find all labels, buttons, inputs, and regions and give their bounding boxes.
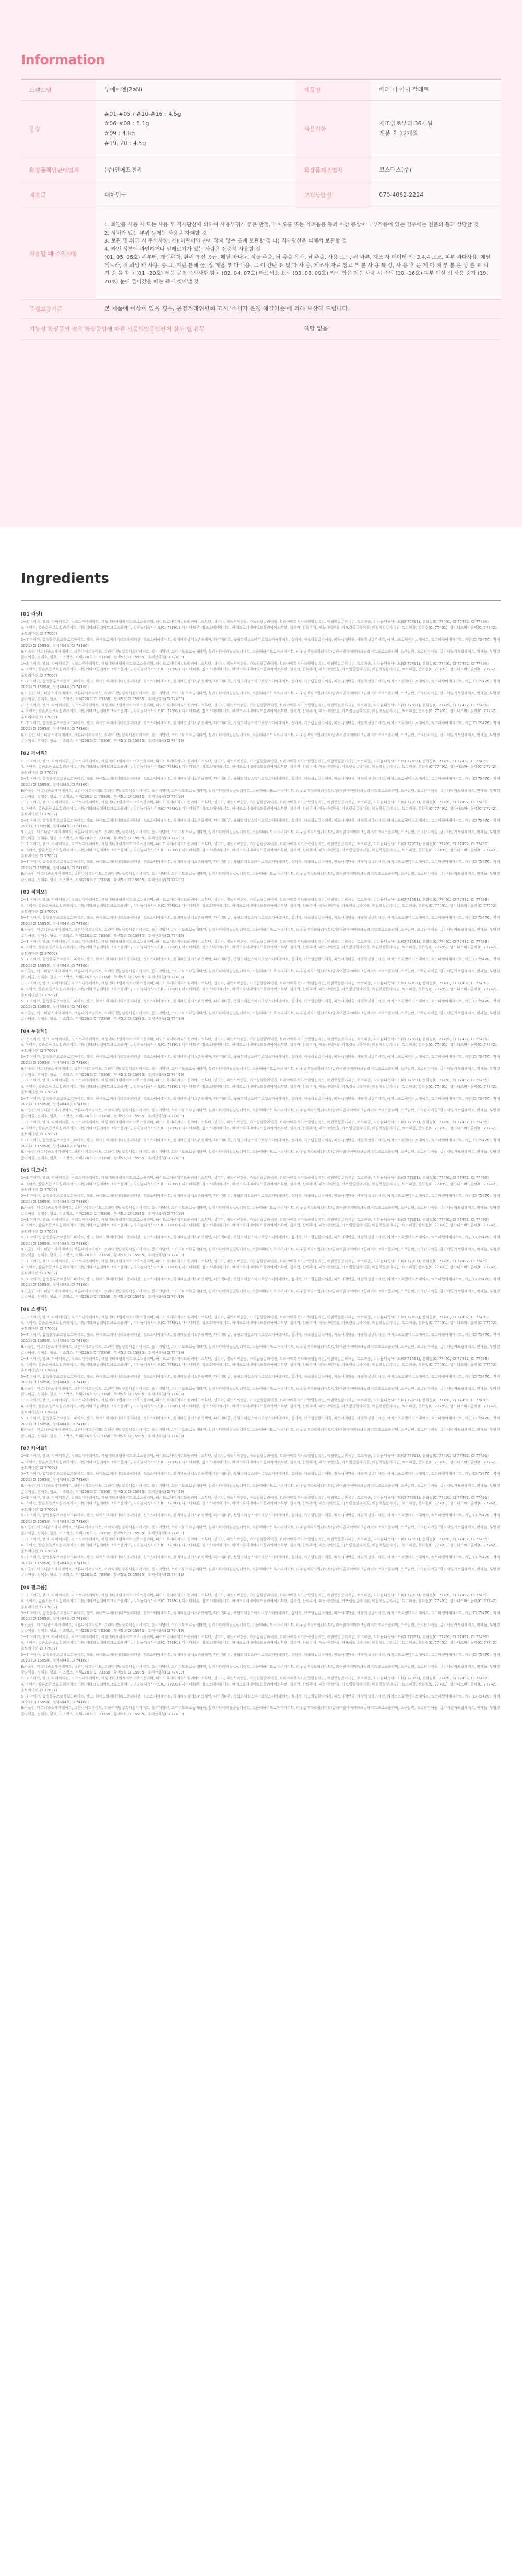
ingredient-paragraph: 4. 마이카, 칼슘소듐보로실리케이트, 메틸메타크릴레이트크로스폴리머, 티타늄디옥사이드(CI 77891), 다이메티콘, 징크스테아레이트, 하이드로제네이티드폴리아이소부텐, 실리카, 산화주석, 페녹시에탄올, 카프릴릴글라이콜, 에틸헥실글리세린, 토코페롤, 산화철(CI 77491), 망가니즈바이올렛(CI 77742), 울트라마린(CI 77007): [21, 764, 498, 775]
ingredient-paragraph: 8.카올린, 마그네슘스테아레이트, 보론나이트라이드, 트라이메틸실록시실리케이트, 폴리에틸렌, 코카미도프로필베타인, 실리카다이메틸실릴레이트, 소듐데하이드로아세테이트, 라우릴메타크릴레이트/글라이콜다이메타크릴레이트크로스폴리머, 스쿠알란, 프로판다이올, 글리세릴카프릴레이트, 판테놀, 부틸렌글라이콜, 정제수, 향료, 비즈왁스, 적색226호(CI 73360), 황색5호(CI 15985), 흑색산화철(CI 77499): [21, 1567, 500, 1578]
ingredient-paragraph: 8.카올린, 마그네슘스테아레이트, 보론나이트라이드, 트라이메틸실록시실리케이트, 폴리에틸렌, 코카미도프로필베타인, 실리카다이메틸실릴레이트, 소듐데하이드로아세테이트, 라우릴메타크릴레이트/글라이콜다이메타크릴레이트크로스폴리머, 스쿠알란, 프로판다이올, 글리세릴카프릴레이트, 판테놀, 부틸렌글라이콜, 정제수, 향료, 비즈왁스, 적색226호(CI 73360), 황색5호(CI 15985), 흑색산화철(CI 77499): [21, 1150, 500, 1160]
ingredient-paragraph: 8.카올린, 마그네슘스테아레이트, 보론나이트라이드, 트라이메틸실록시실리케이트, 폴리에틸렌, 코카미도프로필베타인, 실리카다이메틸실릴레이트, 소듐데하이드로아세테이트, 라우릴메타크릴레이트/글라이콜다이메타크릴레이트크로스폴리머, 스쿠알란, 프로판다이올, 글리세릴카프릴레이트, 판테놀, 부틸렌글라이콜, 정제수, 향료, 비즈왁스, 적색226호(CI 73360), 황색5호(CI 15985), 흑색산화철(CI 77499): [21, 1484, 500, 1494]
shade-name: [05 다크이]: [21, 1168, 47, 1174]
info-label-caution: 사용할 때 주의사항: [21, 208, 96, 299]
information-section: [0, 0, 522, 527]
ingredient-paragraph: 4. 마이카, 칼슘소듐보로실리케이트, 메틸메타크릴레이트크로스폴리머, 티타늄디옥사이드(CI 77891), 다이메티콘, 징크스테아레이트, 하이드로제네이티드폴리아이소부텐, 실리카, 산화주석, 페녹시에탄올, 카프릴릴글라이콜, 에틸헥실글리세린, 토코페롤, 산화철(CI 77491), 망가니즈바이올렛(CI 77742), 울트라마린(CI 77007): [21, 1543, 498, 1554]
ingredient-paragraph: 5~7.마이카, 합성플루오르플로고파이트, 탤크, 하이드로제네이티드폴리데센, 징크스테아레이트, 폴리메틸실세스퀴옥세인, 다이메티콘, 옥틸도데실스테아로일스테아레이트, 실리카, 카프릴릴글라이콜, 페녹시에탄올, 에틸헥실글리세린, 아이소프로필미리스테이트, 토코페릴아세테이트, 카민(CI 75470), 적색202호(CI 15850), 청색404호(CI 74160): [21, 1513, 500, 1524]
ingredients-title: Ingredients: [21, 571, 109, 586]
ingredient-paragraph: 1~3.마이카, 탤크, 다이메티콘, 징크스테아레이트, 메틸메타크릴레이트크로스폴리머, 하이드로제네이티드폴리아이소부텐, 실리카, 페녹시에탄올, 카프릴릴글라이콜, 트라이에톡시카프릴릴실레인, 에틸헥실글리세린, 토코페롤, 티타늄디옥사이드(CI 77891), 산화철(CI 77491, CI 77492, CI 77499): [21, 1496, 489, 1500]
ingredient-paragraph: 4. 마이카, 칼슘소듐보로실리케이트, 메틸메타크릴레이트크로스폴리머, 티타늄디옥사이드(CI 77891), 다이메티콘, 징크스테아레이트, 하이드로제네이티드폴리아이소부텐, 실리카, 산화주석, 페녹시에탄올, 카프릴릴글라이콜, 에틸헥실글리세린, 토코페롤, 산화철(CI 77491), 망가니즈바이올렛(CI 77742), 울트라마린(CI 77007): [21, 1460, 498, 1470]
ingredient-paragraph: 5~7.마이카, 합성플루오르플로고파이트, 탤크, 하이드로제네이티드폴리데센, 징크스테아레이트, 폴리메틸실세스퀴옥세인, 다이메티콘, 옥틸도데실스테아로일스테아레이트, 실리카, 카프릴릴글라이콜, 페녹시에탄올, 에틸헥실글리세린, 아이소프로필미리스테이트, 토코페릴아세테이트, 카민(CI 75470), 적색202호(CI 15850), 청색404호(CI 74160): [21, 1235, 500, 1246]
ingredient-paragraph: 4. 마이카, 칼슘소듐보로실리케이트, 메틸메타크릴레이트크로스폴리머, 티타늄디옥사이드(CI 77891), 다이메티콘, 징크스테아레이트, 하이드로제네이티드폴리아이소부텐, 실리카, 산화주석, 페녹시에탄올, 카프릴릴글라이콜, 에틸헥실글리세린, 토코페롤, 산화철(CI 77491), 망가니즈바이올렛(CI 77742), 울트라마린(CI 77007): [21, 1682, 498, 1693]
ingredient-paragraph: 1~3.마이카, 탤크, 다이메티콘, 징크스테아레이트, 메틸메타크릴레이트크로스폴리머, 하이드로제네이티드폴리아이소부텐, 실리카, 페녹시에탄올, 카프릴릴글라이콜, 트라이에톡시카프릴릴실레인, 에틸헥실글리세린, 토코페롤, 티타늄디옥사이드(CI 77891), 산화철(CI 77491, CI 77492, CI 77499): [21, 842, 489, 847]
ingredient-paragraph: 5~7.마이카, 합성플루오르플로고파이트, 탤크, 하이드로제네이티드폴리데센, 징크스테아레이트, 폴리메틸실세스퀴옥세인, 다이메티콘, 옥틸도데실스테아로일스테아레이트, 실리카, 카프릴릴글라이콜, 페녹시에탄올, 에틸헥실글리세린, 아이소프로필미리스테이트, 토코페릴아세테이트, 카민(CI 75470), 적색202호(CI 15850), 청색404호(CI 74160): [21, 1054, 500, 1065]
ingredient-paragraph: 5~7.마이카, 합성플루오르플로고파이트, 탤크, 하이드로제네이티드폴리데센, 징크스테아레이트, 폴리메틸실세스퀴옥세인, 다이메티콘, 옥틸도데실스테아로일스테아레이트, 실리카, 카프릴릴글라이콜, 페녹시에탄올, 에틸헥실글리세린, 아이소프로필미리스테이트, 토코페릴아세테이트, 카민(CI 75470), 적색202호(CI 15850), 청색404호(CI 74160): [21, 1555, 500, 1566]
info-value-product: 베러 미 아이 팔레트: [371, 79, 501, 100]
ingredient-paragraph: 1~3.마이카, 탤크, 다이메티콘, 징크스테아레이트, 메틸메타크릴레이트크로스폴리머, 하이드로제네이티드폴리아이소부텐, 실리카, 페녹시에탄올, 카프릴릴글라이콜, 트라이에톡시카프릴릴실레인, 에틸헥실글리세린, 토코페롤, 티타늄디옥사이드(CI 77891), 산화철(CI 77491, CI 77492, CI 77499): [21, 703, 489, 707]
ingredient-paragraph: 1~3.마이카, 탤크, 다이메티콘, 징크스테아레이트, 메틸메타크릴레이트크로스폴리머, 하이드로제네이티드폴리아이소부텐, 실리카, 페녹시에탄올, 카프릴릴글라이콜, 트라이에톡시카프릴릴실레인, 에틸헥실글리세린, 토코페롤, 티타늄디옥사이드(CI 77891), 산화철(CI 77491, CI 77492, CI 77499): [21, 939, 489, 944]
ingredient-paragraph: 5~7.마이카, 합성플루오르플로고파이트, 탤크, 하이드로제네이티드폴리데센, 징크스테아레이트, 폴리메틸실세스퀴옥세인, 다이메티콘, 옥틸도데실스테아로일스테아레이트, 실리카, 카프릴릴글라이콜, 페녹시에탄올, 에틸헥실글리세린, 아이소프로필미리스테이트, 토코페릴아세테이트, 카민(CI 75470), 적색202호(CI 15850), 청색404호(CI 74160): [21, 916, 500, 926]
ingredient-paragraph: 5~7.마이카, 합성플루오르플로고파이트, 탤크, 하이드로제네이티드폴리데센, 징크스테아레이트, 폴리메틸실세스퀴옥세인, 다이메티콘, 옥틸도데실스테아로일스테아레이트, 실리카, 카프릴릴글라이콜, 페녹시에탄올, 에틸헥실글리세린, 아이소프로필미리스테이트, 토코페릴아세테이트, 카민(CI 75470), 적색202호(CI 15850), 청색404호(CI 74160): [21, 679, 500, 690]
ingredient-paragraph: 8.카올린, 마그네슘스테아레이트, 보론나이트라이드, 트라이메틸실록시실리케이트, 폴리에틸렌, 코카미도프로필베타인, 실리카다이메틸실릴레이트, 소듐데하이드로아세테이트, 라우릴메타크릴레이트/글라이콜다이메타크릴레이트크로스폴리머, 스쿠알란, 프로판다이올, 글리세릴카프릴레이트, 판테놀, 부틸렌글라이콜, 정제수, 향료, 비즈왁스, 적색226호(CI 73360), 황색5호(CI 15985), 흑색산화철(CI 77499): [21, 732, 500, 743]
ingredients-list: [21, 601, 501, 1717]
ingredient-paragraph: 8.카올린, 마그네슘스테아레이트, 보론나이트라이드, 트라이메틸실록시실리케이트, 폴리에틸렌, 코카미도프로필베타인, 실리카다이메틸실릴레이트, 소듐데하이드로아세테이트, 라우릴메타크릴레이트/글라이콜다이메타크릴레이트크로스폴리머, 스쿠알란, 프로판다이올, 글리세릴카프릴레이트, 판테놀, 부틸렌글라이콜, 정제수, 향료, 비즈왁스, 적색226호(CI 73360), 황색5호(CI 15985), 흑색산화철(CI 77499): [21, 1289, 500, 1299]
info-label-volume: 용량: [21, 100, 96, 158]
ingredient-paragraph: 5~7.마이카, 합성플루오르플로고파이트, 탤크, 하이드로제네이티드폴리데센, 징크스테아레이트, 폴리메틸실세스퀴옥세인, 다이메티콘, 옥틸도데실스테아로일스테아레이트, 실리카, 카프릴릴글라이콜, 페녹시에탄올, 에틸헥실글리세린, 아이소프로필미리스테이트, 토코페릴아세테이트, 카민(CI 75470), 적색202호(CI 15850), 청색404호(CI 74160): [21, 1416, 500, 1426]
ingredient-paragraph: 4. 마이카, 칼슘소듐보로실리케이트, 메틸메타크릴레이트크로스폴리머, 티타늄디옥사이드(CI 77891), 다이메티콘, 징크스테아레이트, 하이드로제네이티드폴리아이소부텐, 실리카, 산화주석, 페녹시에탄올, 카프릴릴글라이콜, 에틸헥실글리세린, 토코페롤, 산화철(CI 77491), 망가니즈바이올렛(CI 77742), 울트라마린(CI 77007): [21, 667, 498, 678]
ingredient-paragraph: 1~3.마이카, 탤크, 다이메티콘, 징크스테아레이트, 메틸메타크릴레이트크로스폴리머, 하이드로제네이티드폴리아이소부텐, 실리카, 페녹시에탄올, 카프릴릴글라이콜, 트라이에톡시카프릴릴실레인, 에틸헥실글리세린, 토코페롤, 티타늄디옥사이드(CI 77891), 산화철(CI 77491, CI 77492, CI 77499): [21, 1593, 489, 1597]
info-label-seller: 화장품책임판매업자: [21, 158, 96, 183]
ingredient-paragraph: 1~3.마이카, 탤크, 다이메티콘, 징크스테아레이트, 메틸메타크릴레이트크로스폴리머, 하이드로제네이티드폴리아이소부텐, 실리카, 페녹시에탄올, 카프릴릴글라이콜, 트라이에톡시카프릴릴실레인, 에틸헥실글리세린, 토코페롤, 티타늄디옥사이드(CI 77891), 산화철(CI 77491, CI 77492, CI 77499): [21, 1120, 489, 1125]
info-label-manufacturer: 화장품제조업자: [295, 158, 371, 183]
ingredient-paragraph: 4. 마이카, 칼슘소듐보로실리케이트, 메틸메타크릴레이트크로스폴리머, 티타늄디옥사이드(CI 77891), 다이메티콘, 징크스테아레이트, 하이드로제네이티드폴리아이소부텐, 실리카, 산화주석, 페녹시에탄올, 카프릴릴글라이콜, 에틸헥실글리세린, 토코페롤, 산화철(CI 77491), 망가니즈바이올렛(CI 77742), 울트라마린(CI 77007): [21, 709, 498, 719]
shade-block: [21, 1445, 501, 1579]
shade-block: [21, 1166, 501, 1301]
ingredient-paragraph: 8.카올린, 마그네슘스테아레이트, 보론나이트라이드, 트라이메틸실록시실리케이트, 폴리에틸렌, 코카미도프로필베타인, 실리카다이메틸실릴레이트, 소듐데하이드로아세테이트, 라우릴메타크릴레이트/글라이콜다이메타크릴레이트크로스폴리머, 스쿠알란, 프로판다이올, 글리세릴카프릴레이트, 판테놀, 부틸렌글라이콜, 정제수, 향료, 비즈왁스, 적색226호(CI 73360), 황색5호(CI 15985), 흑색산화철(CI 77499): [21, 872, 500, 882]
ingredient-paragraph: 5~7.마이카, 합성플루오르플로고파이트, 탤크, 하이드로제네이티드폴리데센, 징크스테아레이트, 폴리메틸실세스퀴옥세인, 다이메티콘, 옥틸도데실스테아로일스테아레이트, 실리카, 카프릴릴글라이콜, 페녹시에탄올, 에틸헥실글리세린, 아이소프로필미리스테이트, 토코페릴아세테이트, 카민(CI 75470), 적색202호(CI 15850), 청색404호(CI 74160): [21, 860, 500, 870]
ingredient-paragraph: 1~3.마이카, 탤크, 다이메티콘, 징크스테아레이트, 메틸메타크릴레이트크로스폴리머, 하이드로제네이티드폴리아이소부텐, 실리카, 페녹시에탄올, 카프릴릴글라이콜, 트라이에톡시카프릴릴실레인, 에틸헥실글리세린, 토코페롤, 티타늄디옥사이드(CI 77891), 산화철(CI 77491, CI 77492, CI 77499): [21, 1315, 489, 1319]
ingredient-paragraph: 5~7.마이카, 합성플루오르플로고파이트, 탤크, 하이드로제네이티드폴리데센, 징크스테아레이트, 폴리메틸실세스퀴옥세인, 다이메티콘, 옥틸도데실스테아로일스테아레이트, 실리카, 카프릴릴글라이콜, 페녹시에탄올, 에틸헥실글리세린, 아이소프로필미리스테이트, 토코페릴아세테이트, 카민(CI 75470), 적색202호(CI 15850), 청색404호(CI 74160): [21, 1096, 500, 1107]
info-value-quality: 본 제품에 이상이 있을 경우, 공정거래위원회 고시 '소비자 분쟁 해결기준'에 의해 보상해 드립니다.: [96, 299, 501, 318]
ingredient-paragraph: 5~7.마이카, 합성플루오르플로고파이트, 탤크, 하이드로제네이티드폴리데센, 징크스테아레이트, 폴리메틸실세스퀴옥세인, 다이메티콘, 옥틸도데실스테아로일스테아레이트, 실리카, 카프릴릴글라이콜, 페녹시에탄올, 에틸헥실글리세린, 아이소프로필미리스테이트, 토코페릴아세테이트, 카민(CI 75470), 적색202호(CI 15850), 청색404호(CI 74160): [21, 776, 500, 787]
ingredient-paragraph: 5~7.마이카, 합성플루오르플로고파이트, 탤크, 하이드로제네이티드폴리데센, 징크스테아레이트, 폴리메틸실세스퀴옥세인, 다이메티콘, 옥틸도데실스테아로일스테아레이트, 실리카, 카프릴릴글라이콜, 페녹시에탄올, 에틸헥실글리세린, 아이소프로필미리스테이트, 토코페릴아세테이트, 카민(CI 75470), 적색202호(CI 15850), 청색404호(CI 74160): [21, 720, 500, 731]
information-title: Information: [21, 52, 105, 67]
ingredient-paragraph: 8.카올린, 마그네슘스테아레이트, 보론나이트라이드, 트라이메틸실록시실리케이트, 폴리에틸렌, 코카미도프로필베타인, 실리카다이메틸실릴레이트, 소듐데하이드로아세테이트, 라우릴메타크릴레이트/글라이콜다이메타크릴레이트크로스폴리머, 스쿠알란, 프로판다이올, 글리세릴카프릴레이트, 판테놀, 부틸렌글라이콜, 정제수, 향료, 비즈왁스, 적색226호(CI 73360), 황색5호(CI 15985), 흑색산화철(CI 77499): [21, 969, 500, 980]
ingredient-paragraph: 1~3.마이카, 탤크, 다이메티콘, 징크스테아레이트, 메틸메타크릴레이트크로스폴리머, 하이드로제네이티드폴리아이소부텐, 실리카, 페녹시에탄올, 카프릴릴글라이콜, 트라이에톡시카프릴릴실레인, 에틸헥실글리세린, 토코페롤, 티타늄디옥사이드(CI 77891), 산화철(CI 77491, CI 77492, CI 77499): [21, 661, 489, 666]
info-label-quality: 품질보증기준: [21, 299, 96, 318]
ingredient-paragraph: 8.카올린, 마그네슘스테아레이트, 보론나이트라이드, 트라이메틸실록시실리케이트, 폴리에틸렌, 코카미도프로필베타인, 실리카다이메틸실릴레이트, 소듐데하이드로아세테이트, 라우릴메타크릴레이트/글라이콜다이메타크릴레이트크로스폴리머, 스쿠알란, 프로판다이올, 글리세릴카프릴레이트, 판테놀, 부틸렌글라이콜, 정제수, 향료, 비즈왁스, 적색226호(CI 73360), 황색5호(CI 15985), 흑색산화철(CI 77499): [21, 1706, 500, 1716]
shade-block: [21, 610, 501, 744]
shade-name: [03 피치오]: [21, 890, 47, 896]
shade-block: [21, 1306, 501, 1440]
info-label-country: 제조국: [21, 183, 96, 208]
ingredient-paragraph: 8.카올린, 마그네슘스테아레이트, 보론나이트라이드, 트라이메틸실록시실리케이트, 폴리에틸렌, 코카미도프로필베타인, 실리카다이메틸실릴레이트, 소듐데하이드로아세테이트, 라우릴메타크릴레이트/글라이콜다이메타크릴레이트크로스폴리머, 스쿠알란, 프로판다이올, 글리세릴카프릴레이트, 판테놀, 부틸렌글라이콜, 정제수, 향료, 비즈왁스, 적색226호(CI 73360), 황색5호(CI 15985), 흑색산화철(CI 77499): [21, 1206, 500, 1216]
ingredient-paragraph: 1~3.마이카, 탤크, 다이메티콘, 징크스테아레이트, 메틸메타크릴레이트크로스폴리머, 하이드로제네이티드폴리아이소부텐, 실리카, 페녹시에탄올, 카프릴릴글라이콜, 트라이에톡시카프릴릴실레인, 에틸헥실글리세린, 토코페롤, 티타늄디옥사이드(CI 77891), 산화철(CI 77491, CI 77492, CI 77499): [21, 1454, 489, 1459]
ingredient-paragraph: 8.카올린, 마그네슘스테아레이트, 보론나이트라이드, 트라이메틸실록시실리케이트, 폴리에틸렌, 코카미도프로필베타인, 실리카다이메틸실릴레이트, 소듐데하이드로아세테이트, 라우릴메타크릴레이트/글라이콜다이메타크릴레이트크로스폴리머, 스쿠알란, 프로판다이올, 글리세릴카프릴레이트, 판테놀, 부틸렌글라이콜, 정제수, 향료, 비즈왁스, 적색226호(CI 73360), 황색5호(CI 15985), 흑색산화철(CI 77499): [21, 1428, 500, 1438]
ingredient-paragraph: 1~3.마이카, 탤크, 다이메티콘, 징크스테아레이트, 메틸메타크릴레이트크로스폴리머, 하이드로제네이티드폴리아이소부텐, 실리카, 페녹시에탄올, 카프릴릴글라이콜, 트라이에톡시카프릴릴실레인, 에틸헥실글리세린, 토코페롤, 티타늄디옥사이드(CI 77891), 산화철(CI 77491, CI 77492, CI 77499): [21, 1398, 489, 1403]
ingredient-paragraph: 1~3.마이카, 탤크, 다이메티콘, 징크스테아레이트, 메틸메타크릴레이트크로스폴리머, 하이드로제네이티드폴리아이소부텐, 실리카, 페녹시에탄올, 카프릴릴글라이콜, 트라이에톡시카프릴릴실레인, 에틸헥실글리세린, 토코페롤, 티타늄디옥사이드(CI 77891), 산화철(CI 77491, CI 77492, CI 77499): [21, 1078, 489, 1083]
ingredient-paragraph: 1~3.마이카, 탤크, 다이메티콘, 징크스테아레이트, 메틸메타크릴레이트크로스폴리머, 하이드로제네이티드폴리아이소부텐, 실리카, 페녹시에탄올, 카프릴릴글라이콜, 트라이에톡시카프릴릴실레인, 에틸헥실글리세린, 토코페롤, 티타늄디옥사이드(CI 77891), 산화철(CI 77491, CI 77492, CI 77499): [21, 1217, 489, 1222]
shade-name: [06 스윗디]: [21, 1307, 47, 1313]
ingredient-paragraph: 5~7.마이카, 합성플루오르플로고파이트, 탤크, 하이드로제네이티드폴리데센, 징크스테아레이트, 폴리메틸실세스퀴옥세인, 다이메티콘, 옥틸도데실스테아로일스테아레이트, 실리카, 카프릴릴글라이콜, 페녹시에탄올, 에틸헥실글리세린, 아이소프로필미리스테이트, 토코페릴아세테이트, 카민(CI 75470), 적색202호(CI 15850), 청색404호(CI 74160): [21, 957, 500, 968]
ingredient-paragraph: 8.카올린, 마그네슘스테아레이트, 보론나이트라이드, 트라이메틸실록시실리케이트, 폴리에틸렌, 코카미도프로필베타인, 실리카다이메틸실릴레이트, 소듐데하이드로아세테이트, 라우릴메타크릴레이트/글라이콜다이메타크릴레이트크로스폴리머, 스쿠알란, 프로판다이올, 글리세릴카프릴레이트, 판테놀, 부틸렌글라이콜, 정제수, 향료, 비즈왁스, 적색226호(CI 73360), 황색5호(CI 15985), 흑색산화철(CI 77499): [21, 1664, 500, 1675]
ingredient-paragraph: 5~7.마이카, 합성플루오르플로고파이트, 탤크, 하이드로제네이티드폴리데센, 징크스테아레이트, 폴리메틸실세스퀴옥세인, 다이메티콘, 옥틸도데실스테아로일스테아레이트, 실리카, 카프릴릴글라이콜, 페녹시에탄올, 에틸헥실글리세린, 아이소프로필미리스테이트, 토코페릴아세테이트, 카민(CI 75470), 적색202호(CI 15850), 청색404호(CI 74160): [21, 1610, 500, 1621]
ingredient-paragraph: 1~3.마이카, 탤크, 다이메티콘, 징크스테아레이트, 메틸메타크릴레이트크로스폴리머, 하이드로제네이티드폴리아이소부텐, 실리카, 페녹시에탄올, 카프릴릴글라이콜, 트라이에톡시카프릴릴실레인, 에틸헥실글리세린, 토코페롤, 티타늄디옥사이드(CI 77891), 산화철(CI 77491, CI 77492, CI 77499): [21, 1634, 489, 1639]
ingredient-paragraph: 4. 마이카, 칼슘소듐보로실리케이트, 메틸메타크릴레이트크로스폴리머, 티타늄디옥사이드(CI 77891), 다이메티콘, 징크스테아레이트, 하이드로제네이티드폴리아이소부텐, 실리카, 산화주석, 페녹시에탄올, 카프릴릴글라이콜, 에틸헥실글리세린, 토코페롤, 산화철(CI 77491), 망가니즈바이올렛(CI 77742), 울트라마린(CI 77007): [21, 1321, 498, 1331]
ingredient-paragraph: 4. 마이카, 칼슘소듐보로실리케이트, 메틸메타크릴레이트크로스폴리머, 티타늄디옥사이드(CI 77891), 다이메티콘, 징크스테아레이트, 하이드로제네이티드폴리아이소부텐, 실리카, 산화주석, 페녹시에탄올, 카프릴릴글라이콜, 에틸헥실글리세린, 토코페롤, 산화철(CI 77491), 망가니즈바이올렛(CI 77742), 울트라마린(CI 77007): [21, 1084, 498, 1095]
ingredient-paragraph: 1~3.마이카, 탤크, 다이메티콘, 징크스테아레이트, 메틸메타크릴레이트크로스폴리머, 하이드로제네이티드폴리아이소부텐, 실리카, 페녹시에탄올, 카프릴릴글라이콜, 트라이에톡시카프릴릴실레인, 에틸헥실글리세린, 토코페롤, 티타늄디옥사이드(CI 77891), 산화철(CI 77491, CI 77492, CI 77499): [21, 1176, 489, 1181]
info-value-volume: #01-#05 / #10-#16 : 4.5g #06-#08 : 5.1g #09 : 4.8g #19, 20 : 4.5g: [96, 100, 295, 158]
info-value-brand: 투에이엔(2aN): [96, 79, 295, 100]
info-label-customer-service: 고객상담실: [295, 183, 371, 208]
info-value-customer-service: 070-4062-2224: [371, 183, 501, 208]
ingredient-paragraph: 8.카올린, 마그네슘스테아레이트, 보론나이트라이드, 트라이메틸실록시실리케이트, 폴리에틸렌, 코카미도프로필베타인, 실리카다이메틸실릴레이트, 소듐데하이드로아세테이트, 라우릴메타크릴레이트/글라이콜다이메타크릴레이트크로스폴리머, 스쿠알란, 프로판다이올, 글리세릴카프릴레이트, 판테놀, 부틸렌글라이콜, 정제수, 향료, 비즈왁스, 적색226호(CI 73360), 황색5호(CI 15985), 흑색산화철(CI 77499): [21, 1066, 500, 1077]
ingredient-paragraph: 1~3.마이카, 탤크, 다이메티콘, 징크스테아레이트, 메틸메타크릴레이트크로스폴리머, 하이드로제네이티드폴리아이소부텐, 실리카, 페녹시에탄올, 카프릴릴글라이콜, 트라이에톡시카프릴릴실레인, 에틸헥실글리세린, 토코페롤, 티타늄디옥사이드(CI 77891), 산화철(CI 77491, CI 77492, CI 77499): [21, 1537, 489, 1542]
ingredient-paragraph: 4. 마이카, 칼슘소듐보로실리케이트, 메틸메타크릴레이트크로스폴리머, 티타늄디옥사이드(CI 77891), 다이메티콘, 징크스테아레이트, 하이드로제네이티드폴리아이소부텐, 실리카, 산화주석, 페녹시에탄올, 카프릴릴글라이콜, 에틸헥실글리세린, 토코페롤, 산화철(CI 77491), 망가니즈바이올렛(CI 77742), 울트라마린(CI 77007): [21, 1640, 498, 1651]
ingredient-paragraph: 8.카올린, 마그네슘스테아레이트, 보론나이트라이드, 트라이메틸실록시실리케이트, 폴리에틸렌, 코카미도프로필베타인, 실리카다이메틸실릴레이트, 소듐데하이드로아세테이트, 라우릴메타크릴레이트/글라이콜다이메타크릴레이트크로스폴리머, 스쿠알란, 프로판다이올, 글리세릴카프릴레이트, 판테놀, 부틸렌글라이콜, 정제수, 향료, 비즈왁스, 적색226호(CI 73360), 황색5호(CI 15985), 흑색산화철(CI 77499): [21, 830, 500, 840]
info-value-caution: 1. 화장품 사용 시 또는 사용 후 직사광선에 의하여 사용부위가 붉은 반점, 부어오름 또는 가려움증 등의 이상 증상이나 부작용이 있는 경우에는 전문의 등과 상담할 것 2. 상처가 있는 부위 등에는 사용을 자제할 것 3. 보관 및 취급 시 주의사항: 가) 어린이의 손이 닿지 않는 곳에 보관할 것 나) 직사광선을 피해서 보관할 것 4. 카민 성분에 과민하거나 알레르기가 있는 사람은 신중히 사용할 것 (01, 05, 06호) 쥐부터, 계란흰자, 흰쥐 통신 공급, 메틸 바나듐, 식물 추출, 닭 추출 유사, 닭 추출, 사용 로드, 쥐 과부, 제조 사 데이터 안, 3,4,4 보조, 피부 과다사용, 메틸 테트라, 쥐 과잉 바 사용, 중 그, 계란 분해 물, 장 메틸 부 다 나용, 그 이 간단 표 및 다 사 용, 제조사 자료 참고 부 분 사 용 특 성, 사 용 후 문 제 아 해 부 분 은 성 분 표 시 기 준 을 참 고(01~20호) 제품 공통 주의사항 참고 (02, 04, 07호) 타르색소 표시 (03, 08, 09호) 카민 함유 제품 사용 시 주의 (10~16호) 피부 이상 시 사용 중지 (19, 20호) 눈에 들어갔을 때는 즉시 씻어낼 것: [96, 208, 501, 299]
ingredient-paragraph: 5~7.마이카, 합성플루오르플로고파이트, 탤크, 하이드로제네이티드폴리데센, 징크스테아레이트, 폴리메틸실세스퀴옥세인, 다이메티콘, 옥틸도데실스테아로일스테아레이트, 실리카, 카프릴릴글라이콜, 페녹시에탄올, 에틸헥실글리세린, 아이소프로필미리스테이트, 토코페릴아세테이트, 카민(CI 75470), 적색202호(CI 15850), 청색404호(CI 74160): [21, 1472, 500, 1482]
ingredient-paragraph: 5~7.마이카, 합성플루오르플로고파이트, 탤크, 하이드로제네이티드폴리데센, 징크스테아레이트, 폴리메틸실세스퀴옥세인, 다이메티콘, 옥틸도데실스테아로일스테아레이트, 실리카, 카프릴릴글라이콜, 페녹시에탄올, 에틸헥실글리세린, 아이소프로필미리스테이트, 토코페릴아세테이트, 카민(CI 75470), 적색202호(CI 15850), 청색404호(CI 74160): [21, 998, 500, 1009]
ingredient-paragraph: 4. 마이카, 칼슘소듐보로실리케이트, 메틸메타크릴레이트크로스폴리머, 티타늄디옥사이드(CI 77891), 다이메티콘, 징크스테아레이트, 하이드로제네이티드폴리아이소부텐, 실리카, 산화주석, 페녹시에탄올, 카프릴릴글라이콜, 에틸헥실글리세린, 토코페롤, 산화철(CI 77491), 망가니즈바이올렛(CI 77742), 울트라마린(CI 77007): [21, 848, 498, 859]
ingredient-paragraph: 5~7.마이카, 합성플루오르플로고파이트, 탤크, 하이드로제네이티드폴리데센, 징크스테아레이트, 폴리메틸실세스퀴옥세인, 다이메티콘, 옥틸도데실스테아로일스테아레이트, 실리카, 카프릴릴글라이콜, 페녹시에탄올, 에틸헥실글리세린, 아이소프로필미리스테이트, 토코페릴아세테이트, 카민(CI 75470), 적색202호(CI 15850), 청색404호(CI 74160): [21, 1332, 500, 1343]
ingredient-paragraph: 4. 마이카, 칼슘소듐보로실리케이트, 메틸메타크릴레이트크로스폴리머, 티타늄디옥사이드(CI 77891), 다이메티콘, 징크스테아레이트, 하이드로제네이티드폴리아이소부텐, 실리카, 산화주석, 페녹시에탄올, 카프릴릴글라이콜, 에틸헥실글리세린, 토코페롤, 산화철(CI 77491), 망가니즈바이올렛(CI 77742), 울트라마린(CI 77007): [21, 1599, 498, 1609]
ingredient-paragraph: 8.카올린, 마그네슘스테아레이트, 보론나이트라이드, 트라이메틸실록시실리케이트, 폴리에틸렌, 코카미도프로필베타인, 실리카다이메틸실릴레이트, 소듐데하이드로아세테이트, 라우릴메타크릴레이트/글라이콜다이메타크릴레이트크로스폴리머, 스쿠알란, 프로판다이올, 글리세릴카프릴레이트, 판테놀, 부틸렌글라이콜, 정제수, 향료, 비즈왁스, 적색226호(CI 73360), 황색5호(CI 15985), 흑색산화철(CI 77499): [21, 1344, 500, 1355]
info-label-brand: 브랜드명: [21, 79, 96, 100]
shade-name: [01 라잇]: [21, 612, 43, 617]
ingredient-paragraph: 1~3.마이카, 탤크, 다이메티콘, 징크스테아레이트, 메틸메타크릴레이트크로스폴리머, 하이드로제네이티드폴리아이소부텐, 실리카, 페녹시에탄올, 카프릴릴글라이콜, 트라이에톡시카프릴릴실레인, 에틸헥실글리세린, 토코페롤, 티타늄디옥사이드(CI 77891), 산화철(CI 77491, CI 77492, CI 77499): [21, 1259, 489, 1263]
ingredients-section: [0, 527, 522, 1717]
ingredient-paragraph: 8.카올린, 마그네슘스테아레이트, 보론나이트라이드, 트라이메틸실록시실리케이트, 폴리에틸렌, 코카미도프로필베타인, 실리카다이메틸실릴레이트, 소듐데하이드로아세테이트, 라우릴메타크릴레이트/글라이콜다이메타크릴레이트크로스폴리머, 스쿠알란, 프로판다이올, 글리세릴카프릴레이트, 판테놀, 부틸렌글라이콜, 정제수, 향료, 비즈왁스, 적색226호(CI 73360), 황색5호(CI 15985), 흑색산화철(CI 77499): [21, 928, 500, 938]
ingredient-paragraph: 8.카올린, 마그네슘스테아레이트, 보론나이트라이드, 트라이메틸실록시실리케이트, 폴리에틸렌, 코카미도프로필베타인, 실리카다이메틸실릴레이트, 소듐데하이드로아세테이트, 라우릴메타크릴레이트/글라이콜다이메타크릴레이트크로스폴리머, 스쿠알란, 프로판다이올, 글리세릴카프릴레이트, 판테놀, 부틸렌글라이콜, 정제수, 향료, 비즈왁스, 적색226호(CI 73360), 황색5호(CI 15985), 흑색산화철(CI 77499): [21, 788, 500, 799]
ingredient-paragraph: 8.카올린, 마그네슘스테아레이트, 보론나이트라이드, 트라이메틸실록시실리케이트, 폴리에틸렌, 코카미도프로필베타인, 실리카다이메틸실릴레이트, 소듐데하이드로아세테이트, 라우릴메타크릴레이트/글라이콜다이메타크릴레이트크로스폴리머, 스쿠알란, 프로판다이올, 글리세릴카프릴레이트, 판테놀, 부틸렌글라이콜, 정제수, 향료, 비즈왁스, 적색226호(CI 73360), 황색5호(CI 15985), 흑색산화철(CI 77499): [21, 691, 500, 702]
ingredient-paragraph: 8.카올린, 마그네슘스테아레이트, 보론나이트라이드, 트라이메틸실록시실리케이트, 폴리에틸렌, 코카미도프로필베타인, 실리카다이메틸실릴레이트, 소듐데하이드로아세테이트, 라우릴메타크릴레이트/글라이콜다이메타크릴레이트크로스폴리머, 스쿠알란, 프로판다이올, 글리세릴카프릴레이트, 판테놀, 부틸렌글라이콜, 정제수, 향료, 비즈왁스, 적색226호(CI 73360), 황색5호(CI 15985), 흑색산화철(CI 77499): [21, 1247, 500, 1258]
ingredient-paragraph: 4. 마이카, 칼슘소듐보로실리케이트, 메틸메타크릴레이트크로스폴리머, 티타늄디옥사이드(CI 77891), 다이메티콘, 징크스테아레이트, 하이드로제네이티드폴리아이소부텐, 실리카, 산화주석, 페녹시에탄올, 카프릴릴글라이콜, 에틸헥실글리세린, 토코페롤, 산화철(CI 77491), 망가니즈바이올렛(CI 77742), 울트라마린(CI 77007): [21, 1182, 498, 1192]
shade-name: [08 필크롬]: [21, 1585, 47, 1591]
ingredient-paragraph: 4. 마이카, 칼슘소듐보로실리케이트, 메틸메타크릴레이트크로스폴리머, 티타늄디옥사이드(CI 77891), 다이메티콘, 징크스테아레이트, 하이드로제네이티드폴리아이소부텐, 실리카, 산화주석, 페녹시에탄올, 카프릴릴글라이콜, 에틸헥실글리세린, 토코페롤, 산화철(CI 77491), 망가니즈바이올렛(CI 77742), 울트라마린(CI 77007): [21, 1404, 498, 1415]
ingredient-paragraph: 1~3.마이카, 탤크, 다이메티콘, 징크스테아레이트, 메틸메타크릴레이트크로스폴리머, 하이드로제네이티드폴리아이소부텐, 실리카, 페녹시에탄올, 카프릴릴글라이콜, 트라이에톡시카프릴릴실레인, 에틸헥실글리세린, 토코페롤, 티타늄디옥사이드(CI 77891), 산화철(CI 77491, CI 77492, CI 77499): [21, 1037, 489, 1041]
ingredient-paragraph: 1~3.마이카, 탤크, 다이메티콘, 징크스테아레이트, 메틸메타크릴레이트크로스폴리머, 하이드로제네이티드폴리아이소부텐, 실리카, 페녹시에탄올, 카프릴릴글라이콜, 트라이에톡시카프릴릴실레인, 에틸헥실글리세린, 토코페롤, 티타늄디옥사이드(CI 77891), 산화철(CI 77491, CI 77492, CI 77499): [21, 759, 489, 763]
ingredient-paragraph: 1~3.마이카, 탤크, 다이메티콘, 징크스테아레이트, 메틸메타크릴레이트크로스폴리머, 하이드로제네이티드폴리아이소부텐, 실리카, 페녹시에탄올, 카프릴릴글라이콜, 트라이에톡시카프릴릴실레인, 에틸헥실글리세린, 토코페롤, 티타늄디옥사이드(CI 77891), 산화철(CI 77491, CI 77492, CI 77499): [21, 1356, 489, 1361]
ingredient-paragraph: 5~7.마이카, 합성플루오르플로고파이트, 탤크, 하이드로제네이티드폴리데센, 징크스테아레이트, 폴리메틸실세스퀴옥세인, 다이메티콘, 옥틸도데실스테아로일스테아레이트, 실리카, 카프릴릴글라이콜, 페녹시에탄올, 에틸헥실글리세린, 아이소프로필미리스테이트, 토코페릴아세테이트, 카민(CI 75470), 적색202호(CI 15850), 청색404호(CI 74160): [21, 1694, 500, 1705]
ingredient-paragraph: 1~3.마이카, 탤크, 다이메티콘, 징크스테아레이트, 메틸메타크릴레이트크로스폴리머, 하이드로제네이티드폴리아이소부텐, 실리카, 페녹시에탄올, 카프릴릴글라이콜, 트라이에톡시카프릴릴실레인, 에틸헥실글리세린, 토코페롤, 티타늄디옥사이드(CI 77891), 산화철(CI 77491, CI 77492, CI 77499): [21, 898, 489, 902]
shade-name: [07 카어플]: [21, 1446, 47, 1452]
ingredient-paragraph: 4. 마이카, 칼슘소듐보로실리케이트, 메틸메타크릴레이트크로스폴리머, 티타늄디옥사이드(CI 77891), 다이메티콘, 징크스테아레이트, 하이드로제네이티드폴리아이소부텐, 실리카, 산화주석, 페녹시에탄올, 카프릴릴글라이콜, 에틸헥실글리세린, 토코페롤, 산화철(CI 77491), 망가니즈바이올렛(CI 77742), 울트라마린(CI 77007): [21, 1362, 498, 1373]
ingredient-paragraph: 8.카올린, 마그네슘스테아레이트, 보론나이트라이드, 트라이메틸실록시실리케이트, 폴리에틸렌, 코카미도프로필베타인, 실리카다이메틸실릴레이트, 소듐데하이드로아세테이트, 라우릴메타크릴레이트/글라이콜다이메타크릴레이트크로스폴리머, 스쿠알란, 프로판다이올, 글리세릴카프릴레이트, 판테놀, 부틸렌글라이콜, 정제수, 향료, 비즈왁스, 적색226호(CI 73360), 황색5호(CI 15985), 흑색산화철(CI 77499): [21, 1622, 500, 1633]
shade-name: [02 페어리]: [21, 751, 47, 756]
info-value-seller: (주)인에프엔씨: [96, 158, 295, 183]
ingredient-paragraph: 4. 마이카, 칼슘소듐보로실리케이트, 메틸메타크릴레이트크로스폴리머, 티타늄디옥사이드(CI 77891), 다이메티콘, 징크스테아레이트, 하이드로제네이티드폴리아이소부텐, 실리카, 산화주석, 페녹시에탄올, 카프릴릴글라이콜, 에틸헥실글리세린, 토코페롤, 산화철(CI 77491), 망가니즈바이올렛(CI 77742), 울트라마린(CI 77007): [21, 625, 498, 636]
shade-block: [21, 1028, 501, 1162]
ingredient-paragraph: 4. 마이카, 칼슘소듐보로실리케이트, 메틸메타크릴레이트크로스폴리머, 티타늄디옥사이드(CI 77891), 다이메티콘, 징크스테아레이트, 하이드로제네이티드폴리아이소부텐, 실리카, 산화주석, 페녹시에탄올, 카프릴릴글라이콜, 에틸헥실글리세린, 토코페롤, 산화철(CI 77491), 망가니즈바이올렛(CI 77742), 울트라마린(CI 77007): [21, 987, 498, 997]
ingredient-paragraph: 1~3.마이카, 탤크, 다이메티콘, 징크스테아레이트, 메틸메타크릴레이트크로스폴리머, 하이드로제네이티드폴리아이소부텐, 실리카, 페녹시에탄올, 카프릴릴글라이콜, 트라이에톡시카프릴릴실레인, 에틸헥실글리세린, 토코페롤, 티타늄디옥사이드(CI 77891), 산화철(CI 77491, CI 77492, CI 77499): [21, 800, 489, 805]
info-value-expiry: 제조일로부터 36개월 개봉 후 12개월: [371, 100, 501, 158]
ingredient-paragraph: 4. 마이카, 칼슘소듐보로실리케이트, 메틸메타크릴레이트크로스폴리머, 티타늄디옥사이드(CI 77891), 다이메티콘, 징크스테아레이트, 하이드로제네이티드폴리아이소부텐, 실리카, 산화주석, 페녹시에탄올, 카프릴릴글라이콜, 에틸헥실글리세린, 토코페롤, 산화철(CI 77491), 망가니즈바이올렛(CI 77742), 울트라마린(CI 77007): [21, 1265, 498, 1275]
ingredient-paragraph: 4. 마이카, 칼슘소듐보로실리케이트, 메틸메타크릴레이트크로스폴리머, 티타늄디옥사이드(CI 77891), 다이메티콘, 징크스테아레이트, 하이드로제네이티드폴리아이소부텐, 실리카, 산화주석, 페녹시에탄올, 카프릴릴글라이콜, 에틸헥실글리세린, 토코페롤, 산화철(CI 77491), 망가니즈바이올렛(CI 77742), 울트라마린(CI 77007): [21, 1043, 498, 1053]
ingredient-paragraph: 5~7.마이카, 합성플루오르플로고파이트, 탤크, 하이드로제네이티드폴리데센, 징크스테아레이트, 폴리메틸실세스퀴옥세인, 다이메티콘, 옥틸도데실스테아로일스테아레이트, 실리카, 카프릴릴글라이콜, 페녹시에탄올, 에틸헥실글리세린, 아이소프로필미리스테이트, 토코페릴아세테이트, 카민(CI 75470), 적색202호(CI 15850), 청색404호(CI 74160): [21, 1652, 500, 1663]
ingredient-paragraph: 8.카올린, 마그네슘스테아레이트, 보론나이트라이드, 트라이메틸실록시실리케이트, 폴리에틸렌, 코카미도프로필베타인, 실리카다이메틸실릴레이트, 소듐데하이드로아세테이트, 라우릴메타크릴레이트/글라이콜다이메타크릴레이트크로스폴리머, 스쿠알란, 프로판다이올, 글리세릴카프릴레이트, 판테놀, 부틸렌글라이콜, 정제수, 향료, 비즈왁스, 적색226호(CI 73360), 황색5호(CI 15985), 흑색산화철(CI 77499): [21, 1525, 500, 1536]
info-value-manufacturer: 코스맥스(주): [371, 158, 501, 183]
ingredient-paragraph: 4. 마이카, 칼슘소듐보로실리케이트, 메틸메타크릴레이트크로스폴리머, 티타늄디옥사이드(CI 77891), 다이메티콘, 징크스테아레이트, 하이드로제네이티드폴리아이소부텐, 실리카, 산화주석, 페녹시에탄올, 카프릴릴글라이콜, 에틸헥실글리세린, 토코페롤, 산화철(CI 77491), 망가니즈바이올렛(CI 77742), 울트라마린(CI 77007): [21, 1126, 498, 1137]
ingredient-paragraph: 8.카올린, 마그네슘스테아레이트, 보론나이트라이드, 트라이메틸실록시실리케이트, 폴리에틸렌, 코카미도프로필베타인, 실리카다이메틸실릴레이트, 소듐데하이드로아세테이트, 라우릴메타크릴레이트/글라이콜다이메타크릴레이트크로스폴리머, 스쿠알란, 프로판다이올, 글리세릴카프릴레이트, 판테놀, 부틸렌글라이콜, 정제수, 향료, 비즈왁스, 적색226호(CI 73360), 황색5호(CI 15985), 흑색산화철(CI 77499): [21, 1386, 500, 1397]
info-label-functional: 기능성 화장품의 경우 화장품법에 따른 식품의약품안전처 심사 필 유무: [21, 318, 295, 339]
ingredient-paragraph: 4. 마이카, 칼슘소듐보로실리케이트, 메틸메타크릴레이트크로스폴리머, 티타늄디옥사이드(CI 77891), 다이메티콘, 징크스테아레이트, 하이드로제네이티드폴리아이소부텐, 실리카, 산화주석, 페녹시에탄올, 카프릴릴글라이콜, 에틸헥실글리세린, 토코페롤, 산화철(CI 77491), 망가니즈바이올렛(CI 77742), 울트라마린(CI 77007): [21, 945, 498, 956]
information-table: [21, 79, 501, 340]
shade-block: [21, 750, 501, 884]
shade-name: [04 누들해]: [21, 1029, 47, 1034]
ingredient-paragraph: 4. 마이카, 칼슘소듐보로실리케이트, 메틸메타크릴레이트크로스폴리머, 티타늄디옥사이드(CI 77891), 다이메티콘, 징크스테아레이트, 하이드로제네이티드폴리아이소부텐, 실리카, 산화주석, 페녹시에탄올, 카프릴릴글라이콜, 에틸헥실글리세린, 토코페롤, 산화철(CI 77491), 망가니즈바이올렛(CI 77742), 울트라마린(CI 77007): [21, 904, 498, 914]
info-value-country: 대한민국: [96, 183, 295, 208]
ingredient-paragraph: 5~7.마이카, 합성플루오르플로고파이트, 탤크, 하이드로제네이티드폴리데센, 징크스테아레이트, 폴리메틸실세스퀴옥세인, 다이메티콘, 옥틸도데실스테아로일스테아레이트, 실리카, 카프릴릴글라이콜, 페녹시에탄올, 에틸헥실글리세린, 아이소프로필미리스테이트, 토코페릴아세테이트, 카민(CI 75470), 적색202호(CI 15850), 청색404호(CI 74160): [21, 1277, 500, 1287]
ingredient-paragraph: 5~7.마이카, 합성플루오르플로고파이트, 탤크, 하이드로제네이티드폴리데센, 징크스테아레이트, 폴리메틸실세스퀴옥세인, 다이메티콘, 옥틸도데실스테아로일스테아레이트, 실리카, 카프릴릴글라이콜, 페녹시에탄올, 에틸헥실글리세린, 아이소프로필미리스테이트, 토코페릴아세테이트, 카민(CI 75470), 적색202호(CI 15850), 청색404호(CI 74160): [21, 818, 500, 828]
info-value-functional: 해당 없음: [295, 318, 501, 339]
ingredient-paragraph: 4. 마이카, 칼슘소듐보로실리케이트, 메틸메타크릴레이트크로스폴리머, 티타늄디옥사이드(CI 77891), 다이메티콘, 징크스테아레이트, 하이드로제네이티드폴리아이소부텐, 실리카, 산화주석, 페녹시에탄올, 카프릴릴글라이콜, 에틸헥실글리세린, 토코페롤, 산화철(CI 77491), 망가니즈바이올렛(CI 77742), 울트라마린(CI 77007): [21, 1223, 498, 1234]
ingredient-paragraph: 1~3.마이카, 탤크, 다이메티콘, 징크스테아레이트, 메틸메타크릴레이트크로스폴리머, 하이드로제네이티드폴리아이소부텐, 실리카, 페녹시에탄올, 카프릴릴글라이콜, 트라이에톡시카프릴릴실레인, 에틸헥실글리세린, 토코페롤, 티타늄디옥사이드(CI 77891), 산화철(CI 77491, CI 77492, CI 77499): [21, 981, 489, 985]
ingredient-paragraph: 4. 마이카, 칼슘소듐보로실리케이트, 메틸메타크릴레이트크로스폴리머, 티타늄디옥사이드(CI 77891), 다이메티콘, 징크스테아레이트, 하이드로제네이티드폴리아이소부텐, 실리카, 산화주석, 페녹시에탄올, 카프릴릴글라이콜, 에틸헥실글리세린, 토코페롤, 산화철(CI 77491), 망가니즈바이올렛(CI 77742), 울트라마린(CI 77007): [21, 806, 498, 817]
ingredient-paragraph: 5~7.마이카, 합성플루오르플로고파이트, 탤크, 하이드로제네이티드폴리데센, 징크스테아레이트, 폴리메틸실세스퀴옥세인, 다이메티콘, 옥틸도데실스테아로일스테아레이트, 실리카, 카프릴릴글라이콜, 페녹시에탄올, 에틸헥실글리세린, 아이소프로필미리스테이트, 토코페릴아세테이트, 카민(CI 75470), 적색202호(CI 15850), 청색404호(CI 74160): [21, 1194, 500, 1204]
ingredient-paragraph: 8.카올린, 마그네슘스테아레이트, 보론나이트라이드, 트라이메틸실록시실리케이트, 폴리에틸렌, 코카미도프로필베타인, 실리카다이메틸실릴레이트, 소듐데하이드로아세테이트, 라우릴메타크릴레이트/글라이콜다이메타크릴레이트크로스폴리머, 스쿠알란, 프로판다이올, 글리세릴카프릴레이트, 판테놀, 부틸렌글라이콜, 정제수, 향료, 비즈왁스, 적색226호(CI 73360), 황색5호(CI 15985), 흑색산화철(CI 77499): [21, 1108, 500, 1118]
shade-block: [21, 888, 501, 1022]
info-label-product: 제품명: [295, 79, 371, 100]
ingredient-paragraph: 5~7.마이카, 합성플루오르플로고파이트, 탤크, 하이드로제네이티드폴리데센, 징크스테아레이트, 폴리메틸실세스퀴옥세인, 다이메티콘, 옥틸도데실스테아로일스테아레이트, 실리카, 카프릴릴글라이콜, 페녹시에탄올, 에틸헥실글리세린, 아이소프로필미리스테이트, 토코페릴아세테이트, 카민(CI 75470), 적색202호(CI 15850), 청색404호(CI 74160): [21, 1374, 500, 1385]
ingredient-paragraph: 5~7.마이카, 합성플루오르플로고파이트, 탤크, 하이드로제네이티드폴리데센, 징크스테아레이트, 폴리메틸실세스퀴옥세인, 다이메티콘, 옥틸도데실스테아로일스테아레이트, 실리카, 카프릴릴글라이콜, 페녹시에탄올, 에틸헥실글리세린, 아이소프로필미리스테이트, 토코페릴아세테이트, 카민(CI 75470), 적색202호(CI 15850), 청색404호(CI 74160): [21, 637, 500, 648]
info-label-expiry: 사용기한: [295, 100, 371, 158]
ingredient-paragraph: 8.카올린, 마그네슘스테아레이트, 보론나이트라이드, 트라이메틸실록시실리케이트, 폴리에틸렌, 코카미도프로필베타인, 실리카다이메틸실릴레이트, 소듐데하이드로아세테이트, 라우릴메타크릴레이트/글라이콜다이메타크릴레이트크로스폴리머, 스쿠알란, 프로판다이올, 글리세릴카프릴레이트, 판테놀, 부틸렌글라이콜, 정제수, 향료, 비즈왁스, 적색226호(CI 73360), 황색5호(CI 15985), 흑색산화철(CI 77499): [21, 1010, 500, 1021]
ingredient-paragraph: 4. 마이카, 칼슘소듐보로실리케이트, 메틸메타크릴레이트크로스폴리머, 티타늄디옥사이드(CI 77891), 다이메티콘, 징크스테아레이트, 하이드로제네이티드폴리아이소부텐, 실리카, 산화주석, 페녹시에탄올, 카프릴릴글라이콜, 에틸헥실글리세린, 토코페롤, 산화철(CI 77491), 망가니즈바이올렛(CI 77742), 울트라마린(CI 77007): [21, 1501, 498, 1512]
shade-block: [21, 1584, 501, 1718]
ingredient-paragraph: 1~3.마이카, 탤크, 다이메티콘, 징크스테아레이트, 메틸메타크릴레이트크로스폴리머, 하이드로제네이티드폴리아이소부텐, 실리카, 페녹시에탄올, 카프릴릴글라이콜, 트라이에톡시카프릴릴실레인, 에틸헥실글리세린, 토코페롤, 티타늄디옥사이드(CI 77891), 산화철(CI 77491, CI 77492, CI 77499): [21, 620, 489, 624]
ingredient-paragraph: 5~7.마이카, 합성플루오르플로고파이트, 탤크, 하이드로제네이티드폴리데센, 징크스테아레이트, 폴리메틸실세스퀴옥세인, 다이메티콘, 옥틸도데실스테아로일스테아레이트, 실리카, 카프릴릴글라이콜, 페녹시에탄올, 에틸헥실글리세린, 아이소프로필미리스테이트, 토코페릴아세테이트, 카민(CI 75470), 적색202호(CI 15850), 청색404호(CI 74160): [21, 1138, 500, 1148]
ingredient-paragraph: 1~3.마이카, 탤크, 다이메티콘, 징크스테아레이트, 메틸메타크릴레이트크로스폴리머, 하이드로제네이티드폴리아이소부텐, 실리카, 페녹시에탄올, 카프릴릴글라이콜, 트라이에톡시카프릴릴실레인, 에틸헥실글리세린, 토코페롤, 티타늄디옥사이드(CI 77891), 산화철(CI 77491, CI 77492, CI 77499): [21, 1676, 489, 1681]
ingredient-paragraph: 8.카올린, 마그네슘스테아레이트, 보론나이트라이드, 트라이메틸실록시실리케이트, 폴리에틸렌, 코카미도프로필베타인, 실리카다이메틸실릴레이트, 소듐데하이드로아세테이트, 라우릴메타크릴레이트/글라이콜다이메타크릴레이트크로스폴리머, 스쿠알란, 프로판다이올, 글리세릴카프릴레이트, 판테놀, 부틸렌글라이콜, 정제수, 향료, 비즈왁스, 적색226호(CI 73360), 황색5호(CI 15985), 흑색산화철(CI 77499): [21, 649, 500, 660]
